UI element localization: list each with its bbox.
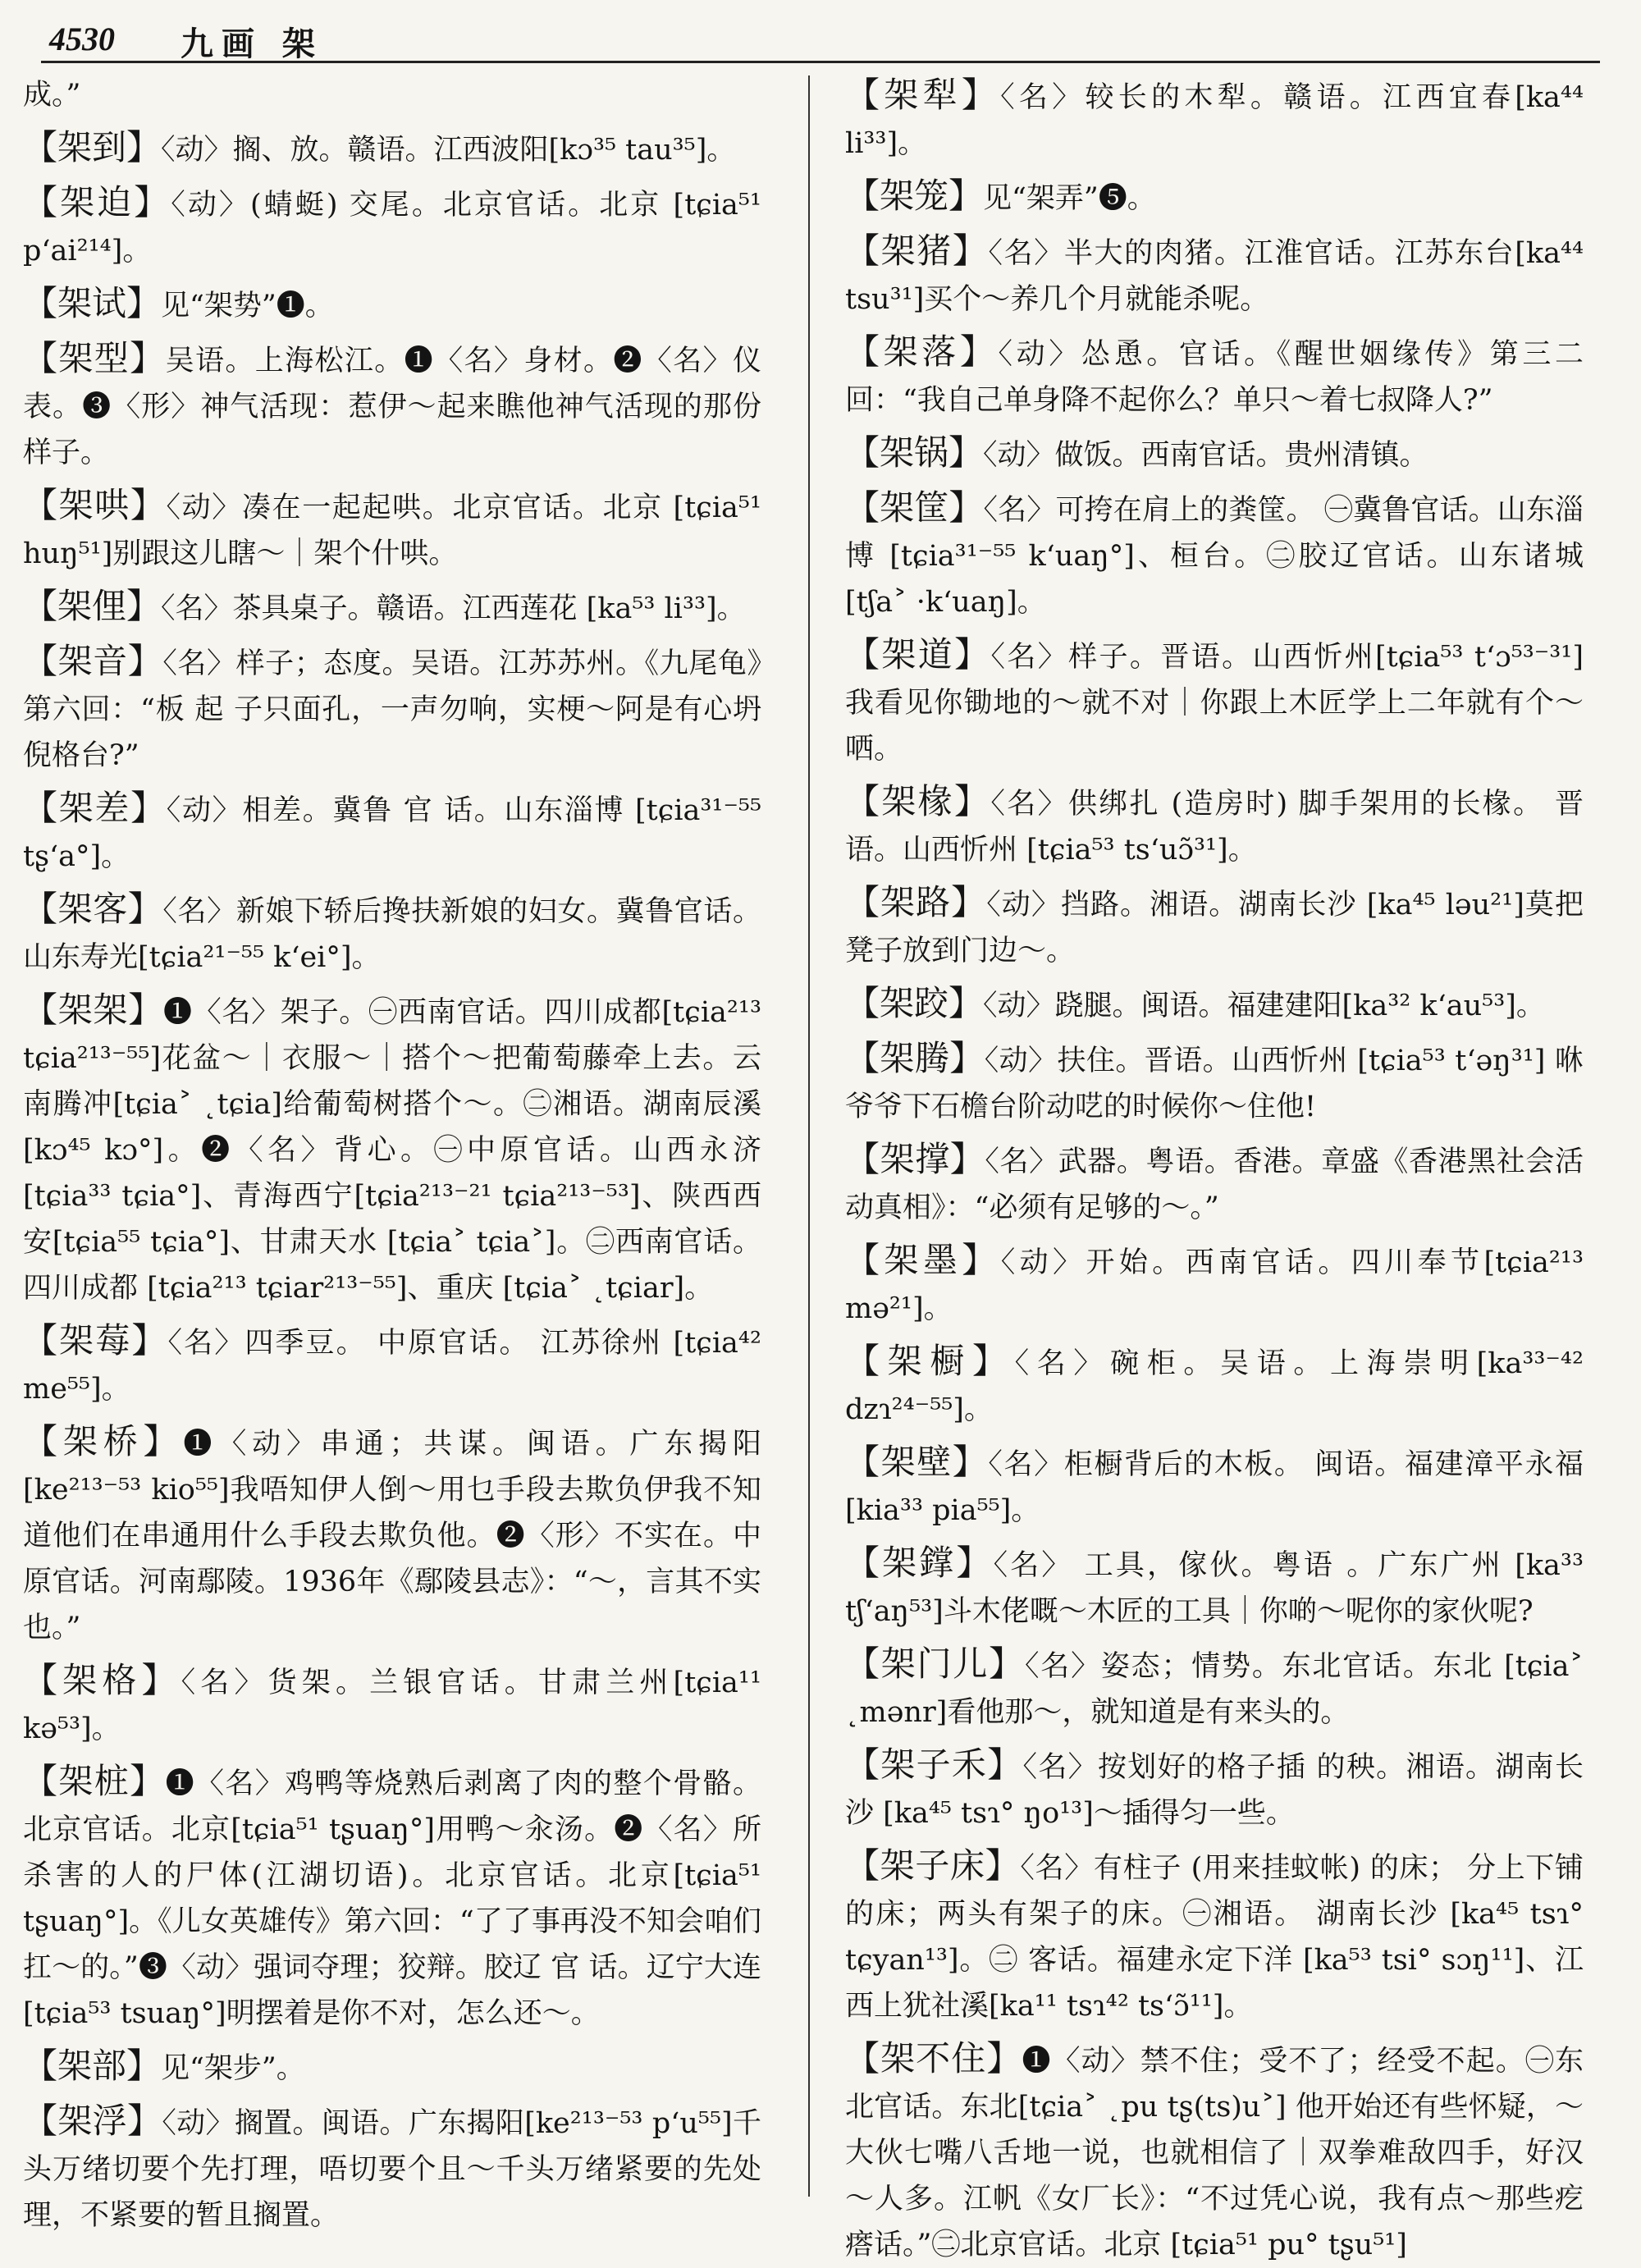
dictionary-entry	[845, 1338, 1584, 1433]
dictionary-entry	[23, 125, 761, 173]
entry-definition: ❶〈动〉串通；共谋。闽语。广东揭阳[ke²¹³⁻⁵³ kio⁵⁵]我唔知伊人倒～用乜手段去欺负伊我不知道他们在串通用什么手段去欺负他。❷〈形〉不实在。中原官话。河南鄢陵。1936年《鄢陵县志》：“～，言其不实也。”	[23, 1428, 761, 1644]
entry-definition: 〈名〉较长的木犁。赣语。江西宜春[ka⁴⁴ li³³]。	[845, 81, 1584, 160]
entry-definition: 〈名〉新娘下轿后搀扶新娘的妇女。冀鲁官话。山东寿光[tɕia²¹⁻⁵⁵ k‘ei°]。	[23, 895, 761, 974]
entry-headword: 【架道】	[845, 634, 991, 674]
right-column	[845, 72, 1584, 2261]
entry-definition: 〈名〉货架。兰银官话。甘肃兰州[tɕia¹¹ kə⁵³]。	[23, 1667, 761, 1745]
dictionary-entry	[23, 482, 761, 577]
entry-headword: 【架架】	[23, 990, 163, 1030]
dictionary-entry	[23, 2098, 761, 2238]
entry-headword: 【架锅】	[845, 432, 984, 473]
entry-definition: 〈名〉 工具，傢伙。粤语 。广东广州 [ka³³ tʃ‘aŋ⁵³]斗木佬嘅～木匠的工具｜你啲～呢你的家伙呢?	[845, 1549, 1584, 1628]
entry-definition: 〈动〉开始。西南官话。四川奉节[tɕia²¹³ mə²¹]。	[845, 1246, 1584, 1325]
dictionary-entry	[845, 2036, 1584, 2268]
entry-headword: 【架猪】	[845, 231, 989, 271]
entry-definition: ❶〈名〉架子。㊀西南官话。四川成都[tɕia²¹³ tɕia²¹³⁻⁵⁵]花盆～｜衣服～｜搭个～把葡萄藤牵上去。云南腾冲[tɕia˃ ˛tɕia]给葡萄树搭个～。㊁湘语。湖南辰溪 [kɔ⁴⁵ kɔ°]。❷〈名〉背心。㊀中原官话。山西永济[tɕia³³ tɕia°]、青海西宁[tɕia²¹³⁻²¹ tɕia²¹³⁻⁵³]、陕西西安[tɕia⁵⁵ tɕia°]、甘肃天水 [tɕia˃ tɕia˃]。㊁西南官话。 四川成都 [tɕia²¹³ tɕiar²¹³⁻⁵⁵]、重庆 [tɕia˃ ˛tɕiar]。	[23, 996, 761, 1305]
entry-headword: 【架跤】	[845, 983, 984, 1023]
entry-headword: 【架差】	[23, 788, 167, 828]
entry-headword: 【架墨】	[845, 1240, 1001, 1280]
entry-headword: 【架壁】	[845, 1442, 989, 1482]
dictionary-entry	[23, 1419, 761, 1651]
entry-headword: 【架筐】	[845, 487, 984, 528]
entry-definition: 〈名〉碗柜。吴语。上海崇明[ka³³⁻⁴² dzɿ²⁴⁻⁵⁵]。	[845, 1347, 1584, 1426]
entry-headword: 【架鐣】	[845, 1543, 994, 1583]
dictionary-entry	[845, 1843, 1584, 2029]
dictionary-entry	[23, 583, 761, 632]
entry-headword: 【架橱】	[845, 1341, 1015, 1381]
page-number: 4530	[49, 21, 115, 57]
dictionary-entry	[845, 329, 1584, 423]
entry-headword: 【架俚】	[23, 586, 162, 626]
dictionary-entry	[845, 1136, 1584, 1231]
dictionary-entry	[845, 880, 1584, 974]
page-header	[41, 15, 1600, 63]
dictionary-entry	[23, 638, 761, 779]
entry-headword: 【架门儿】	[845, 1644, 1025, 1684]
entry-headword: 【架子床】	[845, 1845, 1021, 1886]
entry-headword: 【架犁】	[845, 75, 1001, 115]
entry-definition: 〈名〉供绑扎 (造房时) 脚手架用的长椽。 晋语。山西忻州 [tɕia⁵³ ts‘uɔ̃³¹]。	[845, 788, 1584, 867]
entry-headword: 【架桥】	[23, 1421, 184, 1461]
entry-headword: 【架试】	[23, 283, 162, 323]
entry-definition: 〈名〉样子。晋语。山西忻州[tɕia⁵³ t‘ɔ⁵³⁻³¹] 我看见你锄地的～就不对｜你跟上木匠学上二年就有个～哂。	[845, 641, 1584, 766]
entry-headword: 【架哄】	[23, 485, 167, 525]
entry-headword: 【架型】	[23, 338, 166, 378]
entry-headword: 【架子禾】	[845, 1744, 1023, 1785]
entry-definition: 〈动〉相差。冀鲁 官 话。山东淄博 [tɕia³¹⁻⁵⁵ tʂ‘a°]。	[23, 794, 761, 873]
entry-definition: 〈名〉姿态；情势。东北官话。东北 [tɕia˃ ˛mənr]看他那～，就知道是有来头的。	[845, 1650, 1584, 1729]
entry-definition: 〈动〉怂恿。官话。《醒世姻缘传》第三二回：“我自己单身降不起你么？单只～着七叔降人?”	[845, 338, 1584, 417]
entry-definition: 〈名〉有柱子 (用来挂蚊帐) 的床； 分上下铺的床；两头有架子的床。㊀湘语。 湖南长沙 [ka⁴⁵ tsɿ° tɕyan¹³]。㊁ 客话。福建永定下洋 [ka⁵³ tsi° sɔŋ¹¹]、江西上犹社溪[ka¹¹ tsɿ⁴² ts‘ɔ̃¹¹]。	[845, 1852, 1584, 2023]
entry-headword: 【架莓】	[23, 1320, 168, 1360]
column-divider	[808, 75, 810, 2197]
dictionary-entry	[23, 987, 761, 1311]
entry-definition: 〈名〉样子；态度。吴语。江苏苏州。《九尾龟》第六回：“板 起 子只面孔，一声勿响，实梗～阿是有心坍倪格台?”	[23, 647, 761, 772]
dictionary-entry	[23, 180, 761, 274]
entry-definition: 〈名〉柜橱背后的木板。 闽语。福建漳平永福 [kia³³ pia⁵⁵]。	[845, 1448, 1584, 1527]
dictionary-entry	[23, 785, 761, 880]
entry-definition: 成。”	[23, 79, 81, 112]
entry-definition: 〈动〉搁置。闽语。广东揭阳[ke²¹³⁻⁵³ p‘u⁵⁵]千头万绪切要个先打理，唔切要个且～千头万绪紧要的先处理，不紧要的暂且搁置。	[23, 2107, 761, 2232]
entry-headword: 【架浮】	[23, 2101, 162, 2141]
dictionary-entry	[845, 485, 1584, 625]
dictionary-entry	[845, 228, 1584, 322]
entry-definition: 〈名〉武器。粤语。香港。章盛《香港黑社会活动真相》：“必须有足够的～。”	[845, 1145, 1584, 1224]
entry-definition: 〈动〉(蜻蜓) 交尾。北京官话。北京 [tɕia⁵¹ p‘ai²¹⁴]。	[23, 189, 761, 267]
dictionary-entry	[23, 336, 761, 476]
entry-definition: 〈动〉做饭。西南官话。贵州清镇。	[983, 439, 1428, 472]
entry-definition: 〈动〉搁、放。赣语。江西波阳[kɔ³⁵ tau³⁵]。	[161, 134, 736, 167]
entry-definition: 〈动〉凑在一起起哄。北京官话。北京 [tɕia⁵¹ huŋ⁵¹]别跟这儿瞎～｜架个什哄。	[23, 492, 761, 570]
entry-headword: 【架桩】	[23, 1761, 166, 1801]
dictionary-entry	[23, 886, 761, 981]
dictionary-entry	[23, 1758, 761, 2037]
entry-headword: 【架笼】	[845, 176, 984, 216]
dictionary-entry	[845, 72, 1584, 167]
entry-headword: 【架椽】	[845, 781, 991, 821]
entry-headword: 【架格】	[23, 1660, 181, 1700]
entry-headword: 【架撑】	[845, 1139, 985, 1179]
dictionary-entry	[845, 1641, 1584, 1735]
section-title: 九画 架	[181, 25, 323, 63]
dictionary-entry	[845, 632, 1584, 772]
entry-definition: 〈动〉挡路。湘语。湖南长沙 [ka⁴⁵ ləu²¹]莫把凳子放到门边～。	[845, 889, 1584, 967]
dictionary-entry	[23, 1658, 761, 1752]
dictionary-entry	[23, 72, 761, 118]
entry-headword: 【架腾】	[845, 1038, 985, 1078]
entry-headword: 【架到】	[23, 127, 162, 167]
entry-headword: 【架不住】	[845, 2038, 1022, 2078]
entry-headword: 【架客】	[23, 889, 163, 929]
entry-headword: 【架路】	[845, 882, 987, 922]
dictionary-entry	[845, 981, 1584, 1029]
entry-headword: 【架音】	[23, 641, 163, 681]
entry-definition: ❶〈名〉鸡鸭等烧熟后剥离了肉的整个骨骼。北京官话。北京[tɕia⁵¹ tʂuaŋ°]用鸭～汆汤。❷〈名〉所杀害的人的尸体(江湖切语)。北京官话。北京[tɕia⁵¹ tʂuaŋ°]。《儿女英雄传》第六回：“了了事再没不知会咱们扛～的。”❸〈动〉强词夺理；狡辩。胶辽 官 话。辽宁大连[tɕia⁵³ tsuaŋ°]明摆着是你不对，怎么还～。	[23, 1767, 761, 2030]
entry-definition: 见“架步”。	[161, 2052, 305, 2085]
entry-definition: 见“架弄”❺。	[983, 182, 1156, 215]
entry-definition: 见“架势”❶。	[161, 290, 334, 322]
entry-definition: 〈名〉可挎在肩上的粪筐。 ㊀冀鲁官话。山东淄博 [tɕia³¹⁻⁵⁵ k‘uaŋ°]、桓台。㊁胶辽官话。山东诸城 [tʃa˃ ·k‘uaŋ]。	[845, 494, 1584, 619]
dictionary-entry	[845, 1742, 1584, 1836]
dictionary-entry	[845, 779, 1584, 873]
dictionary-entry	[845, 1036, 1584, 1130]
entry-definition: ❶〈动〉禁不住；受不了；经受不起。㊀东北官话。东北[tɕia˃ ˛pu tʂ(ts)u˃] 他开始还有些怀疑，～大伙七嘴八舌地一说，也就相信了｜双拳难敌四手，好汉～人多。江帆《女厂长》：“不过凭心说，我有点～那些疙瘩话。”㊁北京官话。北京 [tɕia⁵¹ pu° tʂu⁵¹]	[845, 2045, 1584, 2261]
dictionary-entry	[845, 1540, 1584, 1635]
entry-headword: 【架部】	[23, 2046, 162, 2086]
entry-definition: 吴语。上海松江。❶〈名〉身材。❷〈名〉仪表。❸〈形〉神气活现：惹伊～起来瞧他神气活现的那份样子。	[23, 345, 761, 469]
entry-definition: 〈动〉扶住。晋语。山西忻州 [tɕia⁵³ t‘əŋ³¹] 咻爷爷下石檐台阶动呓的时候你～住他!	[845, 1045, 1584, 1123]
entry-definition: 〈名〉按划好的格子插 的秧。湘语。湖南长沙 [ka⁴⁵ tsɿ° ŋo¹³]～插得匀一些。	[845, 1751, 1584, 1830]
entry-headword: 【架落】	[845, 332, 999, 372]
entry-definition: 〈名〉茶具桌子。赣语。江西莲花 [ka⁵³ li³³]。	[161, 592, 746, 625]
dictionary-entry	[23, 1318, 761, 1412]
dictionary-entry	[845, 1237, 1584, 1332]
dictionary-entry	[845, 173, 1584, 222]
left-column	[23, 72, 761, 2232]
dictionary-entry	[845, 430, 1584, 478]
entry-definition: 〈名〉半大的肉猪。江淮官话。江苏东台[ka⁴⁴ tsu³¹]买个～养几个月就能杀呢。	[845, 237, 1584, 316]
entry-definition: 〈动〉跷腿。闽语。福建建阳[ka³² k‘au⁵³]。	[983, 990, 1545, 1022]
dictionary-entry	[23, 2043, 761, 2092]
dictionary-entry	[845, 1439, 1584, 1534]
entry-headword: 【架迫】	[23, 182, 171, 222]
entry-definition: 〈名〉四季豆。 中原官话。 江苏徐州 [tɕia⁴² me⁵⁵]。	[23, 1327, 761, 1406]
dictionary-entry	[23, 281, 761, 329]
